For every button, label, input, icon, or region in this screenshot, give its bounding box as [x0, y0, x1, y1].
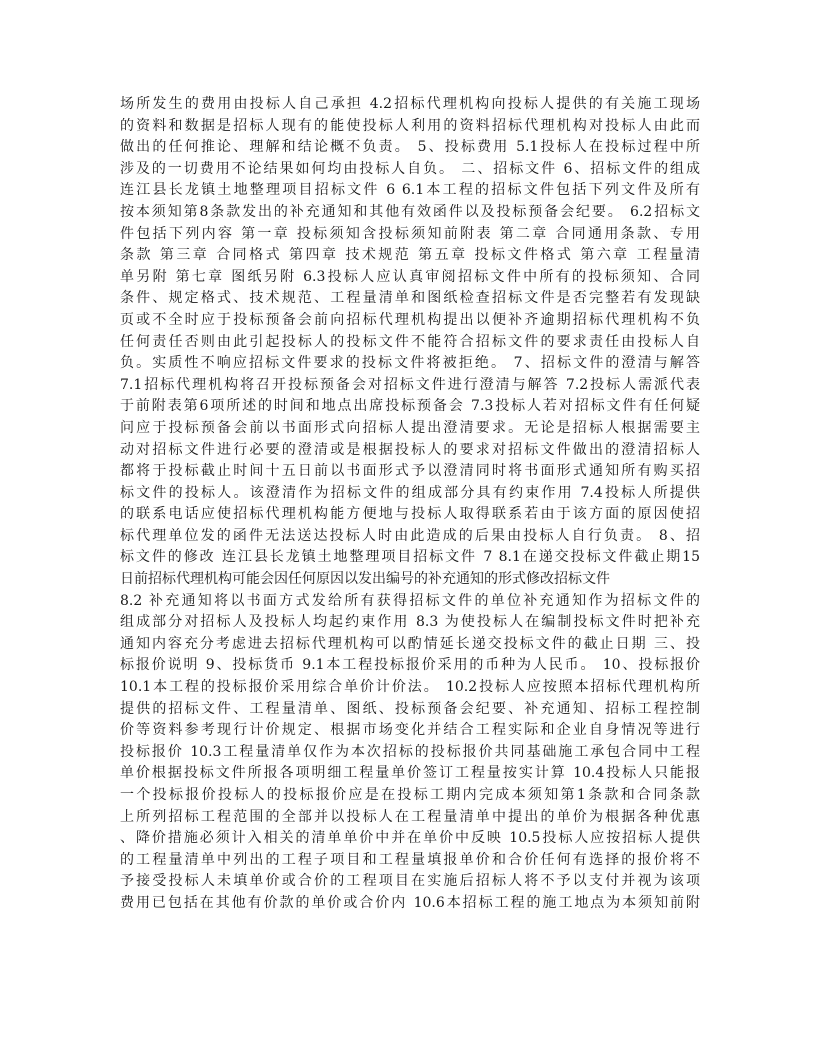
text-line: 条款 第三章 合同格式 第四章 技术规范 第五章 投标文件格式 第六章 工程量清 — [120, 247, 700, 264]
text-line: 都将于投标截止时间十五日前以书面形式予以澄清同时将书面形式通知所有购买招 — [120, 463, 700, 480]
text-line: 任何责任否则由此引起投标人的投标文件不能符合招标文件的要求责任由投标人自 — [120, 333, 700, 350]
text-line: 连江县长龙镇土地整理项目招标文件 6 6.1本工程的招标文件包括下列文件及所有 — [120, 182, 700, 199]
body-text — [120, 94, 700, 915]
text-line: 的资料和数据是招标人现有的能使投标人利用的资料招标代理机构对投标人由此而 — [120, 117, 700, 134]
text-line: 10.1本工程的投标报价采用综合单价计价法。 10.2投标人应按照本招标代理机构所 — [120, 679, 700, 696]
text-line: 通知内容充分考虑进去招标代理机构可以酌情延长递交投标文件的截止日期 三、投 — [120, 635, 700, 652]
text-line: 问应于投标预备会前以书面形式向招标人提出澄清要求。无论是招标人根据需要主 — [120, 419, 700, 436]
text-line: 费用已包括在其他有价款的单价或合价内 10.6本招标工程的施工地点为本须知前附 — [120, 894, 700, 911]
text-line: 8.2 补充通知将以书面方式发给所有获得招标文件的单位补充通知作为招标文件的 — [120, 592, 700, 609]
text-line: 投标报价 10.3工程量清单仅作为本次招标的投标报价共同基础施工承包合同中工程 — [120, 743, 700, 760]
text-line: 标文件的修改 连江县长龙镇土地整理项目招标文件 7 8.1在递交投标文件截止期15 — [120, 549, 700, 566]
text-line: 页或不全时应于投标预备会前向招标代理机构提出以便补齐逾期招标代理机构不负 — [120, 311, 700, 328]
text-line: 价等资料参考现行计价规定、根据市场变化并结合工程实际和企业自身情况等进行 — [120, 722, 700, 739]
text-line: 动对招标文件进行必要的澄清或是根据投标人的要求对招标文件做出的澄清招标人 — [120, 441, 700, 458]
text-line: 日前招标代理机构可能会因任何原因以发出编号的补充通知的形式修改招标文件 — [120, 571, 610, 588]
text-line: 件包括下列内容 第一章 投标须知含投标须知前附表 第二章 合同通用条款、专用 — [120, 225, 700, 242]
text-line: 单另附 第七章 图纸另附 6.3投标人应认真审阅招标文件中所有的投标须知、合同 — [120, 268, 700, 285]
text-line: 按本须知第8条款发出的补充通知和其他有效函件以及投标预备会纪要。 6.2招标文 — [120, 203, 700, 220]
text-line: 组成部分对招标人及投标人均起约束作用 8.3 为使投标人在编制投标文件时把补充 — [120, 614, 700, 631]
text-line: 单价根据投标文件所报各项明细工程量单价签订工程量按实计算 10.4投标人只能报 — [120, 765, 700, 782]
text-line: 做出的任何推论、理解和结论概不负责。 5、投标费用 5.1投标人在投标过程中所 — [120, 139, 700, 156]
text-line: 于前附表第6项所述的时间和地点出席投标预备会 7.3投标人若对招标文件有任何疑 — [120, 398, 700, 415]
text-line: 标文件的投标人。该澄清作为招标文件的组成部分具有约束作用 7.4投标人所提供 — [120, 484, 700, 501]
text-line: 提供的招标文件、工程量清单、图纸、投标预备会纪要、补充通知、招标工程控制 — [120, 700, 700, 717]
text-line: 、降价措施必须计入相关的清单单价中并在单价中反映 10.5投标人应按招标人提供 — [120, 830, 700, 847]
text-line: 的工程量清单中列出的工程子项目和工程量填报单价和合价任何有选择的报价将不 — [120, 851, 700, 868]
text-line: 一个投标报价投标人的投标报价应是在投标工期内完成本须知第1条款和合同条款 — [120, 787, 700, 803]
text-line: 的联系电话应使招标代理机构能方便地与投标人取得联系若由于该方面的原因使招 — [120, 506, 700, 523]
text-line: 涉及的一切费用不论结果如何均由投标人自负。 二、招标文件 6、招标文件的组成 — [120, 160, 700, 177]
text-line: 负。实质性不响应招标文件要求的投标文件将被拒绝。 7、招标文件的澄清与解答 — [120, 355, 700, 372]
text-line: 予接受投标人未填单价或合价的工程项目在实施后招标人将不予以支付并视为该项 — [120, 873, 700, 890]
text-line: 标代理单位发的函件无法送达投标人时由此造成的后果由投标人自行负责。 8、招 — [120, 527, 700, 544]
text-line: 条件、规定格式、技术规范、工程量清单和图纸检查招标文件是否完整若有发现缺 — [120, 290, 700, 307]
text-line: 上所列招标工程范围的全部并以投标人在工程量清单中提出的单价为根据各种优惠 — [120, 808, 700, 825]
text-line: 7.1招标代理机构将召开投标预备会对招标文件进行澄清与解答 7.2投标人需派代表 — [120, 376, 700, 393]
text-line: 标报价说明 9、投标货币 9.1本工程投标报价采用的币种为人民币。 10、投标报价 — [120, 657, 700, 674]
text-line: 场所发生的费用由投标人自己承担 4.2招标代理机构向投标人提供的有关施工现场 — [120, 96, 700, 112]
